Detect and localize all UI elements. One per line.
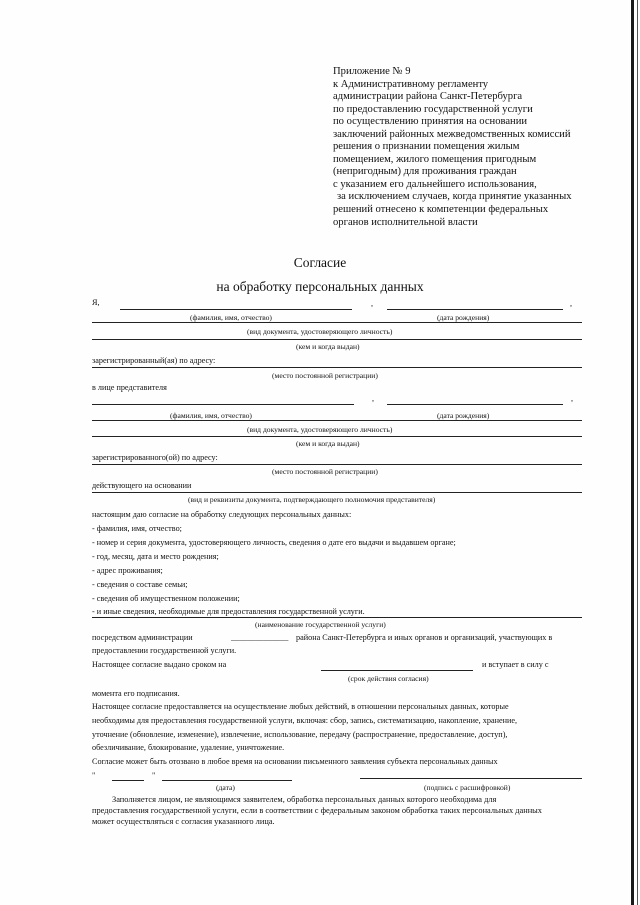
document-title: Согласие xyxy=(293,255,347,270)
rep-birthdate-field-line[interactable] xyxy=(387,404,563,405)
fio-hint: (фамилия, имя, отчество) xyxy=(190,313,272,322)
district-text: района Санкт-Петербурга и иных органов и организаций, участвующих в xyxy=(296,633,553,642)
appendix-line: по осуществлению принятия на основании xyxy=(333,116,528,128)
service-field-line[interactable] xyxy=(92,617,582,618)
comma-mark: , xyxy=(372,394,375,403)
authority-doc-field-line[interactable] xyxy=(92,492,582,493)
appendix-line: (непригодным) для проживания граждан xyxy=(333,166,517,178)
appendix-line: администрации района Санкт-Петербурга xyxy=(333,91,523,103)
residence-hint: (место постоянной регистрации) xyxy=(272,371,378,380)
consent-body: обезличивание, блокирование, удаление, уничтожение. xyxy=(92,743,285,752)
appendix-line: по предоставлению государственной услуги xyxy=(333,103,533,115)
data-item: - адрес проживания; xyxy=(92,566,163,575)
comma-mark: , xyxy=(371,299,374,308)
appendix-line: органов исполнительной власти xyxy=(333,216,478,228)
data-item: - фамилия, имя, отчество; xyxy=(92,524,182,533)
rep-issued-field-line[interactable] xyxy=(92,436,582,437)
date-field-line[interactable] xyxy=(162,780,292,781)
effective-text: и вступает в силу с xyxy=(482,660,549,669)
acting-label: действующего на основании xyxy=(92,481,192,490)
consent-body: Настоящее согласие предоставляется на осуществление любых действий, в отношении персональных данных, которые xyxy=(92,702,509,711)
revocation-text: Согласие может быть отозвано в любое время на основании письменного заявления субъекта персональных данных xyxy=(92,757,498,766)
validity-hint: (срок действия согласия) xyxy=(348,674,429,683)
day-field-line[interactable] xyxy=(112,780,144,781)
consent-intro: настоящим даю согласие на обработку следующих персональных данных: xyxy=(92,510,352,519)
scan-edge-inner xyxy=(637,0,638,905)
comma-mark: , xyxy=(571,394,574,403)
rep-birthdate-hint: (дата рождения) xyxy=(437,411,490,420)
appendix-line: с указанием его дальнейшего использования, xyxy=(333,178,537,190)
data-item: - сведения об имущественном положении; xyxy=(92,594,240,603)
separator-line xyxy=(92,420,582,421)
rep-address-field-line[interactable] xyxy=(92,464,582,465)
appendix-line: к Административному регламенту xyxy=(333,78,489,90)
representative-label: в лице представителя xyxy=(92,383,167,392)
signature-hint: (подпись с расшифровкой) xyxy=(424,783,511,792)
footnote-line: предоставления государственной услуги, если в соответствии с федеральным законом обработка таких персональных данных xyxy=(92,806,542,815)
rep-registered-label: зарегистрированного(ой) по адресу: xyxy=(92,453,218,462)
footnote-line: Заполняется лицом, не являющимся заявителем, обработка персональных данных которого необходима для xyxy=(112,795,497,804)
appendix-line: за исключением случаев, когда принятие указанных xyxy=(337,191,572,203)
rep-issued-hint: (кем и когда выдан) xyxy=(296,439,360,448)
appendix-line: Приложение № 9 xyxy=(333,66,411,77)
date-hint: (дата) xyxy=(216,783,235,792)
rep-residence-hint: (место постоянной регистрации) xyxy=(272,467,378,476)
service-provision: предоставлении государственной услуги. xyxy=(92,646,237,655)
registered-label: зарегистрированный(ая) по адресу: xyxy=(92,356,216,365)
service-name-hint: (наименование государственной услуги) xyxy=(255,620,386,629)
data-item: - сведения о составе семьи; xyxy=(92,580,188,589)
signing-moment: момента его подписания. xyxy=(92,689,180,698)
authority-hint: (вид и реквизиты документа, подтверждающего полномочия представителя) xyxy=(188,495,436,504)
consent-body: уточнение (обновление, изменение), извлечение, использование, передачу (распространение, предоставление, доступ), xyxy=(92,730,508,739)
district-blank[interactable]: ______________ xyxy=(231,633,289,642)
issued-field-line[interactable] xyxy=(92,339,582,340)
separator-line xyxy=(92,322,582,323)
via-admin-text: посредством администрации xyxy=(92,633,193,642)
validity-period-field-line[interactable] xyxy=(321,670,473,671)
rep-fio-field-line[interactable] xyxy=(92,404,354,405)
address-field-line[interactable] xyxy=(92,367,582,368)
data-item: - номер и серия документа, удостоверяющего личность, сведения о дате его выдачи и выдавшем органе; xyxy=(92,538,456,547)
data-item: - год, месяц, дата и место рождения; xyxy=(92,552,219,561)
signature-field-line[interactable] xyxy=(360,778,582,779)
date-close-quote: " xyxy=(152,771,156,780)
appendix-line: решения о признании помещения жилым xyxy=(333,141,520,153)
birthdate-hint: (дата рождения) xyxy=(437,313,490,322)
appendix-header xyxy=(333,66,603,229)
document-subtitle: на обработку персональных данных xyxy=(216,279,424,294)
appendix-line: заключений районных межведомственных комиссий xyxy=(333,128,571,140)
validity-text: Настоящее согласие выдано сроком на xyxy=(92,660,227,669)
doc-type-hint: (вид документа, удостоверяющего личность) xyxy=(247,327,393,336)
comma-mark: , xyxy=(570,299,573,308)
consent-body: необходимы для предоставления государственной услуги, включая: сбор, запись, систематизацию, накопление, хранение, xyxy=(92,716,518,725)
appendix-line: помещением, жилого помещения пригодным xyxy=(333,153,537,165)
data-item: - и иные сведения, необходимые для предоставления государственной услуги. xyxy=(92,607,365,616)
date-open-quote: " xyxy=(92,771,96,780)
footnote-line: может осуществляться с согласия указанного лица. xyxy=(92,817,275,826)
rep-fio-hint: (фамилия, имя, отчество) xyxy=(170,411,252,420)
issued-hint: (кем и когда выдан) xyxy=(296,342,360,351)
rep-doc-type-hint: (вид документа, удостоверяющего личность) xyxy=(247,425,393,434)
birthdate-field-line[interactable] xyxy=(387,309,563,310)
fio-field-line[interactable] xyxy=(120,309,352,310)
scan-edge xyxy=(631,0,634,905)
ya-label: Я, xyxy=(92,298,100,307)
appendix-line: решений отнесено к компетенции федеральных xyxy=(333,204,549,216)
